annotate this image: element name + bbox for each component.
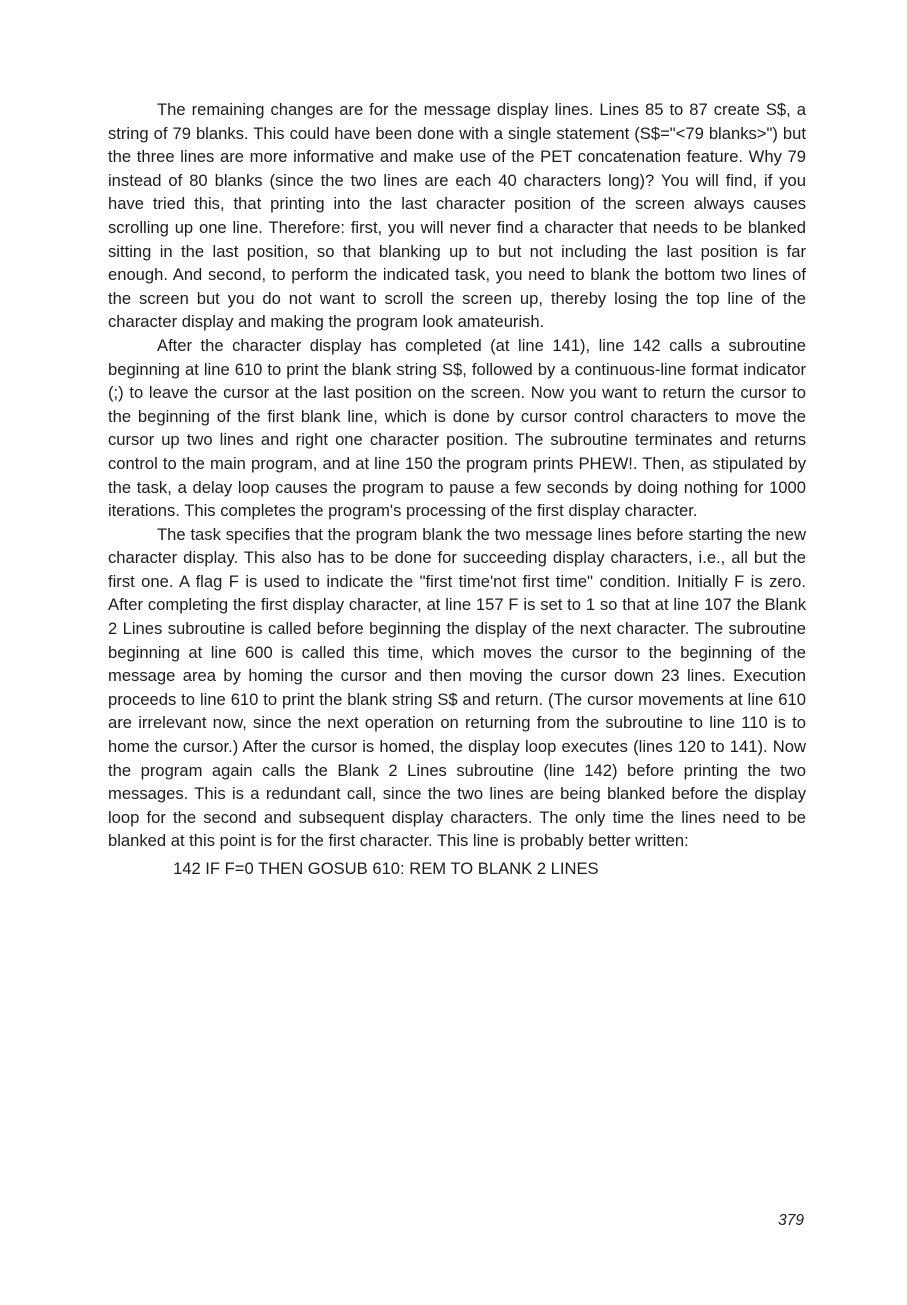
paragraph-character-display: After the character display has completed (at line 141), line 142 calls a subroutine beginning at line 610 to print the blank string S$, followed by a continuous-line format indicator (;) to leave the cursor at the last position on the screen. Now you want to return the cursor to the beginning of the first blank line, which is done by cursor control characters to move the cursor up two lines and right one character position. The subroutine terminates and returns control to the main program, and at line 150 the program prints PHEW!. Then, as stipulated by the task, a delay loop causes the program to pause a few seconds by doing nothing for 1000 iterations. This completes the program's processing of the first display character. xyxy=(108,335,806,521)
code-line: 142 IF F=0 THEN GOSUB 610: REM TO BLANK 2 LINES xyxy=(173,859,599,878)
page-number: 379 xyxy=(778,1212,804,1229)
paragraph-message-lines: The remaining changes are for the message display lines. Lines 85 to 87 create S$, a string of 79 blanks. This could have been done with a single statement (S$="<79 blanks>") but the three lines are more informative and make use of the PET concatenation feature. Why 79 instead of 80 blanks (since the two lines are each 40 characters long)? You will find, if you have tried this, that printing into the last character position of the screen always causes scrolling up one line. Therefore: first, you will never find a character that needs to be blanked sitting in the last position, so that blanking up to but not including the last position is far enough. And second, to perform the indicated task, you need to blank the bottom two lines of the screen but you do not want to scroll the screen up, thereby losing the top line of the character display and making the program look amateurish. xyxy=(108,100,806,332)
paragraph-blank-lines: The task specifies that the program blank the two message lines before starting the new character display. This also has to be done for succeeding display characters, i.e., all but the first one. A flag F is used to indicate the "first time'not first time" condition. Initially F is zero. After completing the first display character, at line 157 F is set to 1 so that at line 107 the Blank 2 Lines subroutine is called before beginning the display of the next character. The subroutine beginning at line 600 is called this time, which moves the cursor to the beginning of the message area by homing the cursor and then moving the cursor down 23 lines. Execution proceeds to line 610 to print the blank string S$ and return. (The cursor movements at line 610 are irrelevant now, since the next operation on returning from the subroutine to line 110 is to home the cursor.) After the cursor is homed, the display loop executes (lines 120 to 141). Now the program again calls the Blank 2 Lines subroutine (line 142) before printing the two messages. This is a redundant call, since the two lines are being blanked before the display loop for the second and subsequent display characters. The only time the lines need to be blanked at this point is for the first character. This line is probably better written: xyxy=(108,524,806,851)
body-text xyxy=(108,98,806,853)
